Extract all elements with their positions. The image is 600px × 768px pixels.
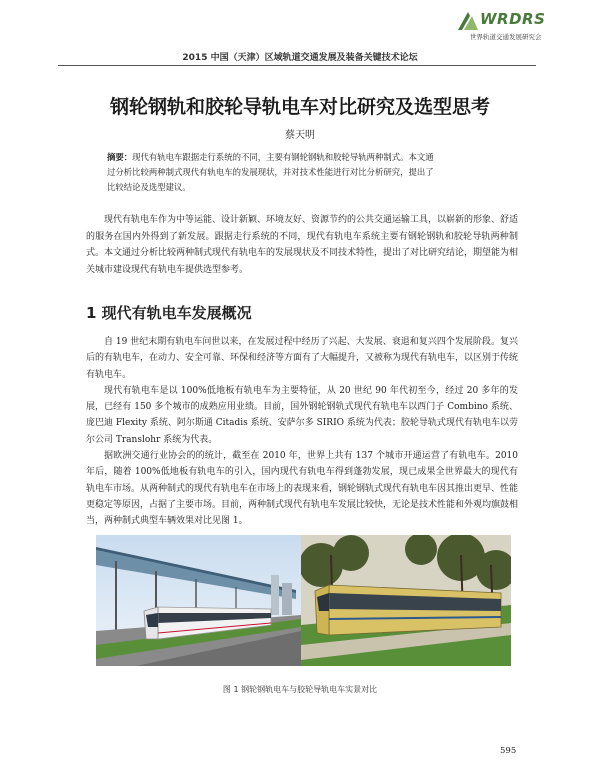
logo-subtitle: 世界轨道交通发展研究会 [470,33,542,41]
figure-caption: 图 1 钢轮钢轨电车与胶轮导轨电车实景对比 [222,685,378,694]
abstract-line: 过分析比较两种制式现代有轨电车的发展现状，并对技术性能进行对比分析研究，提出了 [107,167,434,177]
body-paragraph: 自 19 世纪末期有轨电车问世以来，在发展过程中经历了兴起、大发展、衰退和复兴四个发展阶段。复兴后的有轨电车，在动力、安全可靠、环保和经济等方面有了大幅提升，又被称为现代有轨电车，以区别于传统有轨电车。 [86,337,519,380]
conference-header: 2015 中国（天津）区域轨道交通发展及装备关键技术论坛 [182,53,418,63]
section-body [86,334,518,530]
steel-wheel-tram-photo [96,535,301,666]
page-number: 595 [500,746,517,756]
abstract-line: 比较结论及选型建议。 [107,182,191,192]
body-paragraph: 现代有轨电车是以 100%低地板有轨电车为主要特征，从 20 世纪 90 年代初至今，经过 20 多年的发展，已经有 150 多个城市的成熟应用业绩。目前，国外钢轮钢轨式现代有轨电车以西门子 Combino 系统、庞巴迪 Flexity 系统、阿尔斯通 Citadis 系统、安萨尔多 SIRIO 系统为代表；胶轮导轨式现代有轨电车以劳尔公司 Translohr 系统为代表。 [86,385,518,445]
wrdrs-logo-mark-icon [456,10,480,32]
intro-paragraph: 现代有轨电车作为中等运能、设计新颖、环境友好、资源节约的公共交通运输工具，以崭新的形象、舒适的服务在国内外得到了新发展。跟据走行系统的不同，现代有轨电车系统主要有钢轮钢轨和胶轮导轨两种制式。本文通过分析比较两种制式现代有轨电车的发展现状及不同技术特性，提出了对比研究结论，期望能为相关城市建设现代有轨电车提供选型参考。 [86,215,519,275]
rubber-tyre-tram-photo [301,535,511,666]
paper-title: 钢轮钢轨和胶轮导轨电车对比研究及选型思考 [109,96,490,118]
header-divider [58,65,536,66]
wrdrs-logo [456,6,582,50]
section-heading: 1 现代有轨电车发展概况 [86,304,252,322]
abstract-label: 摘要： [107,152,133,162]
body-paragraph: 据欧洲交通行业协会的的统计，截至在 2010 年，世界上共有 137 个城市开通运营了有轨电车。2010 年后，随着 100%低地板有轨电车的引入，国内现代有轨电车得到蓬勃发展，现已成果全世界最大的现代有轨电车市场。从两种制式的现代有轨电车在市场上的表现来看，钢轮钢轨式现代有轨电车因其推出更早、性能更稳定等原因，占据了主要市场。目前，两种制式现代有轨电车发展比较快，无论是技术性能和外观均旗鼓相当，两种制式典型车辆效果对比见图 1。 [86,451,519,527]
abstract [107,150,507,195]
logo-name: WRDRS [480,10,546,28]
paper-author: 蔡天明 [285,130,315,141]
abstract-line [107,150,507,165]
abstract-text: 现代有轨电车跟据走行系统的不同，主要有钢轮钢轨和胶轮导轨两种制式。本文通 [132,152,434,162]
